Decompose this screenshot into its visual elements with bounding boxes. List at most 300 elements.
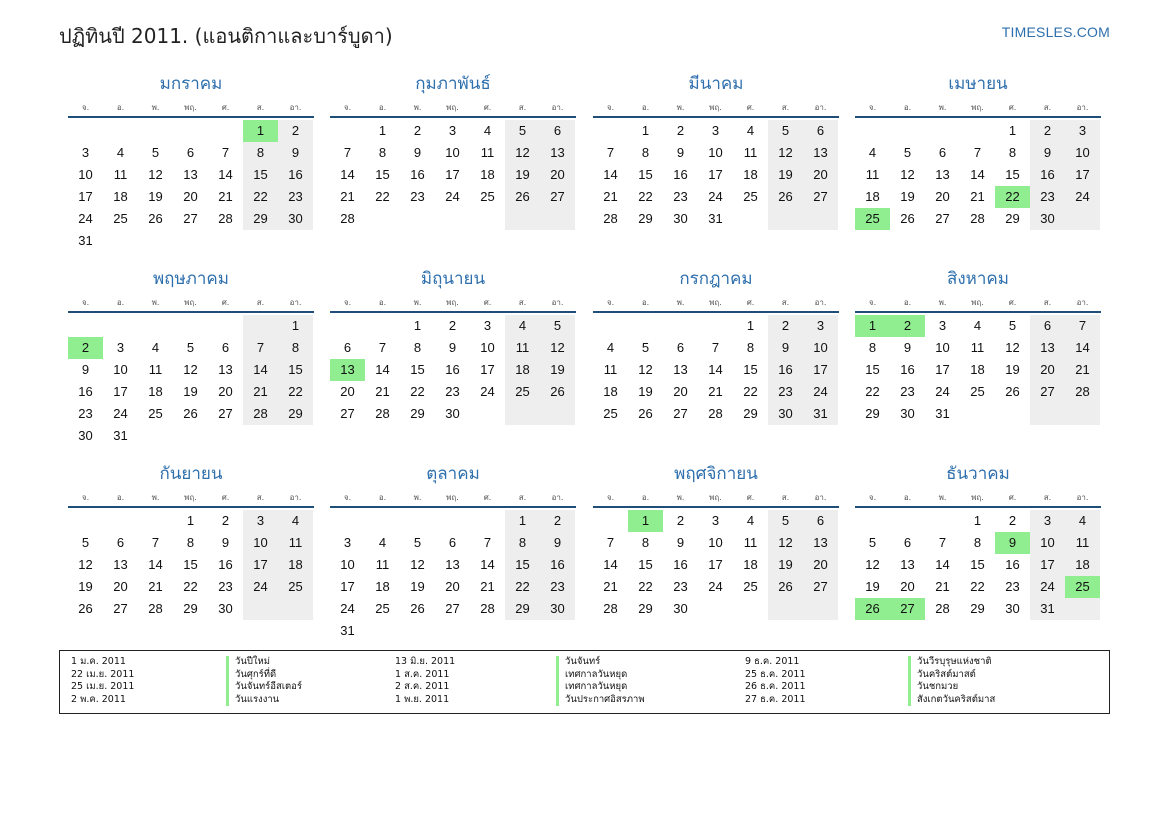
day-cell: 9	[413, 145, 422, 160]
day-cell: 21	[970, 189, 985, 204]
day-cell: 10	[708, 145, 723, 160]
day-cell: 3	[448, 123, 457, 138]
month-block	[330, 265, 576, 445]
day-cell: 31	[340, 623, 355, 638]
day-cell: 3	[343, 535, 352, 550]
day-cell: 17	[708, 557, 723, 572]
day-cell: 22	[183, 579, 198, 594]
weekday-label: อ.	[641, 102, 650, 112]
month-days	[855, 118, 1101, 250]
weekday-label: พ.	[938, 102, 947, 112]
day-cell: 13	[803, 532, 838, 554]
day-cell: 20	[113, 579, 128, 594]
weekday-label: อ.	[378, 102, 387, 112]
day-cell: 16	[410, 167, 425, 182]
weekday-label: อา.	[814, 492, 827, 502]
weekday-label: จ.	[606, 102, 615, 112]
day-cell: 21	[375, 384, 390, 399]
weekday-label: อา.	[1076, 492, 1089, 502]
weekday-label: พฤ.	[971, 297, 984, 307]
day-cell: 15	[243, 164, 278, 186]
empty-weekend-cell	[505, 208, 540, 230]
day-cell: 22	[505, 576, 540, 598]
day-cell: 22	[243, 186, 278, 208]
day-cell: 17	[445, 167, 460, 182]
holiday-date-column	[745, 656, 806, 706]
holiday-day-cell: 22	[995, 186, 1030, 208]
day-cell: 7	[378, 340, 387, 355]
day-cell: 15	[638, 557, 653, 572]
month-block	[855, 70, 1101, 250]
day-cell: 29	[638, 601, 653, 616]
day-cell: 8	[505, 532, 540, 554]
day-cell: 31	[935, 406, 950, 421]
day-cell: 17	[1030, 554, 1065, 576]
day-cell: 29	[183, 601, 198, 616]
day-cell: 19	[865, 579, 880, 594]
weekday-label: พ.	[413, 102, 422, 112]
month-days	[855, 508, 1101, 640]
month-block	[855, 265, 1101, 445]
day-cell: 3	[711, 513, 720, 528]
weekday-label: ส.	[781, 492, 790, 502]
day-cell: 7	[1065, 315, 1100, 337]
holiday-day-cell: 2	[890, 315, 925, 337]
weekday-header	[68, 293, 314, 313]
month-block	[68, 460, 314, 640]
day-cell: 24	[340, 601, 355, 616]
weekday-label: อา.	[814, 102, 827, 112]
day-cell: 12	[1005, 340, 1020, 355]
day-cell: 25	[603, 406, 618, 421]
day-cell: 11	[480, 145, 495, 160]
holiday-day-cell: 2	[68, 337, 103, 359]
day-cell: 8	[413, 340, 422, 355]
day-cell: 30	[768, 403, 803, 425]
empty-weekend-cell	[505, 403, 540, 425]
day-cell: 12	[505, 142, 540, 164]
weekday-label: จ.	[868, 492, 877, 502]
day-cell: 9	[278, 142, 313, 164]
day-cell: 24	[243, 576, 278, 598]
weekday-header	[68, 98, 314, 118]
day-cell: 14	[708, 362, 723, 377]
day-cell: 11	[603, 362, 618, 377]
day-cell: 17	[78, 189, 93, 204]
day-cell: 18	[603, 384, 618, 399]
day-cell: 16	[673, 557, 688, 572]
holiday-date: 2 ส.ค. 2011	[395, 681, 450, 692]
weekday-label: พฤ.	[184, 492, 197, 502]
day-cell: 25	[970, 384, 985, 399]
month-block	[68, 265, 314, 445]
day-cell: 22	[375, 189, 390, 204]
day-cell: 28	[708, 406, 723, 421]
day-cell: 7	[343, 145, 352, 160]
month-days	[593, 313, 839, 445]
day-cell: 7	[938, 535, 947, 550]
day-cell: 2	[676, 123, 685, 138]
month-days	[330, 118, 576, 250]
day-cell: 23	[673, 579, 688, 594]
weekday-header	[330, 98, 576, 118]
day-cell: 18	[278, 554, 313, 576]
weekday-label: ส.	[256, 297, 265, 307]
day-cell: 6	[803, 510, 838, 532]
day-cell: 9	[221, 535, 230, 550]
weekday-label: พ.	[676, 492, 685, 502]
month-days	[330, 508, 576, 640]
day-cell: 11	[1065, 532, 1100, 554]
weekday-label: จ.	[343, 492, 352, 502]
empty-weekend-cell	[1065, 598, 1100, 620]
day-cell: 31	[78, 233, 93, 248]
holiday-name: วันประกาศอิสรภาพ	[556, 694, 645, 707]
holiday-date: 1 ส.ค. 2011	[395, 668, 450, 680]
weekday-label: อ.	[378, 297, 387, 307]
holiday-date: 9 ธ.ค. 2011	[745, 656, 800, 667]
day-cell: 23	[410, 189, 425, 204]
day-cell: 25	[375, 601, 390, 616]
day-cell: 18	[480, 167, 495, 182]
day-cell: 23	[445, 384, 460, 399]
weekday-label: อา.	[551, 492, 564, 502]
day-cell: 25	[743, 189, 758, 204]
day-cell: 23	[1030, 186, 1065, 208]
day-cell: 2	[768, 315, 803, 337]
day-cell: 19	[768, 554, 803, 576]
day-cell: 13	[540, 142, 575, 164]
holiday-date: 2 พ.ค. 2011	[71, 693, 126, 705]
day-cell: 15	[278, 359, 313, 381]
day-cell: 11	[743, 145, 758, 160]
weekday-label: ส.	[1043, 102, 1052, 112]
day-cell: 29	[865, 406, 880, 421]
day-cell: 4	[746, 123, 755, 138]
day-cell: 29	[970, 601, 985, 616]
day-cell: 11	[113, 167, 128, 182]
day-cell: 16	[900, 362, 915, 377]
day-cell: 11	[505, 337, 540, 359]
day-cell: 10	[708, 535, 723, 550]
day-cell: 21	[218, 189, 233, 204]
holiday-name-column	[908, 656, 995, 706]
weekday-label: ศ.	[746, 102, 755, 112]
day-cell: 13	[803, 142, 838, 164]
day-cell: 12	[410, 557, 425, 572]
month-days	[855, 313, 1101, 445]
holiday-date: 1 ม.ค. 2011	[71, 656, 126, 667]
weekday-label: พ.	[413, 297, 422, 307]
day-cell: 4	[483, 123, 492, 138]
day-cell: 31	[803, 403, 838, 425]
day-cell: 23	[768, 381, 803, 403]
day-cell: 13	[1030, 337, 1065, 359]
day-cell: 15	[743, 362, 758, 377]
day-cell: 9	[1030, 142, 1065, 164]
month-name: กุมภาพันธ์	[415, 74, 491, 94]
day-cell: 8	[868, 340, 877, 355]
day-cell: 24	[708, 579, 723, 594]
day-cell: 7	[973, 145, 982, 160]
day-cell: 10	[803, 337, 838, 359]
holiday-day-cell: 25	[1065, 576, 1100, 598]
month-name: เมษายน	[948, 74, 1008, 94]
holiday-name: วันจันทร์อีสเตอร์	[226, 681, 302, 694]
weekday-label: ส.	[256, 102, 265, 112]
holiday-name: วันปีใหม่	[226, 656, 302, 669]
weekday-label: อ.	[903, 102, 912, 112]
day-cell: 24	[935, 384, 950, 399]
day-cell: 23	[278, 186, 313, 208]
day-cell: 9	[676, 535, 685, 550]
day-cell: 2	[1030, 120, 1065, 142]
day-cell: 4	[868, 145, 877, 160]
day-cell: 28	[340, 211, 355, 226]
day-cell: 14	[970, 167, 985, 182]
day-cell: 21	[340, 189, 355, 204]
day-cell: 19	[768, 164, 803, 186]
day-cell: 17	[708, 167, 723, 182]
day-cell: 25	[113, 211, 128, 226]
month-block	[330, 460, 576, 640]
day-cell: 26	[148, 211, 163, 226]
day-cell: 23	[1005, 579, 1020, 594]
day-cell: 23	[673, 189, 688, 204]
month-name: ธันวาคม	[946, 464, 1010, 484]
day-cell: 4	[1065, 510, 1100, 532]
weekday-label: จ.	[868, 297, 877, 307]
weekday-label: ศ.	[1008, 102, 1017, 112]
day-cell: 31	[1030, 598, 1065, 620]
day-cell: 20	[445, 579, 460, 594]
day-cell: 15	[183, 557, 198, 572]
weekday-label: พฤ.	[709, 492, 722, 502]
day-cell: 6	[803, 120, 838, 142]
weekday-label: จ.	[81, 492, 90, 502]
day-cell: 8	[278, 337, 313, 359]
day-cell: 24	[113, 406, 128, 421]
day-cell: 15	[410, 362, 425, 377]
weekday-label: อ.	[378, 492, 387, 502]
day-cell: 19	[540, 359, 575, 381]
day-cell: 28	[603, 211, 618, 226]
day-cell: 16	[1005, 557, 1020, 572]
month-block	[330, 70, 576, 250]
day-cell: 9	[448, 340, 457, 355]
weekday-label: พ.	[676, 297, 685, 307]
day-cell: 8	[378, 145, 387, 160]
day-cell: 22	[278, 381, 313, 403]
month-name: มีนาคม	[688, 74, 744, 94]
weekday-label: ศ.	[221, 102, 230, 112]
weekday-label: ศ.	[221, 297, 230, 307]
day-cell: 20	[340, 384, 355, 399]
day-cell: 19	[638, 384, 653, 399]
holiday-date: 22 เม.ย. 2011	[71, 668, 135, 680]
day-cell: 17	[113, 384, 128, 399]
day-cell: 26	[183, 406, 198, 421]
day-cell: 9	[676, 145, 685, 160]
day-cell: 31	[113, 428, 128, 443]
day-cell: 29	[278, 403, 313, 425]
holiday-date: 1 พ.ย. 2011	[395, 693, 450, 705]
day-cell: 8	[641, 535, 650, 550]
weekday-label: ส.	[518, 102, 527, 112]
day-cell: 12	[183, 362, 198, 377]
month-days	[330, 313, 576, 445]
weekday-label: พฤ.	[446, 102, 459, 112]
weekday-header	[855, 488, 1101, 508]
day-cell: 26	[1005, 384, 1020, 399]
day-cell: 28	[603, 601, 618, 616]
day-cell: 19	[78, 579, 93, 594]
day-cell: 13	[183, 167, 198, 182]
month-block	[855, 460, 1101, 640]
holiday-name: เทศกาลวันหยุด	[556, 681, 645, 694]
day-cell: 10	[78, 167, 93, 182]
day-cell: 13	[218, 362, 233, 377]
holiday-day-cell: 9	[995, 532, 1030, 554]
holiday-name: วันคริสต์มาสต์	[908, 669, 995, 682]
day-cell: 27	[218, 406, 233, 421]
day-cell: 6	[116, 535, 125, 550]
weekday-label: พฤ.	[709, 297, 722, 307]
day-cell: 12	[865, 557, 880, 572]
weekday-label: พฤ.	[446, 492, 459, 502]
day-cell: 19	[900, 189, 915, 204]
day-cell: 11	[148, 362, 163, 377]
weekday-label: พฤ.	[184, 297, 197, 307]
day-cell: 31	[708, 211, 723, 226]
month-name: สิงหาคม	[946, 269, 1009, 289]
day-cell: 20	[803, 554, 838, 576]
day-cell: 27	[540, 186, 575, 208]
day-cell: 5	[1008, 318, 1017, 333]
day-cell: 22	[865, 384, 880, 399]
month-name: พฤษภาคม	[152, 269, 230, 289]
weekday-label: พฤ.	[971, 102, 984, 112]
month-days	[593, 118, 839, 250]
day-cell: 1	[641, 123, 650, 138]
brand-link[interactable]: TIMESLES.COM	[1001, 24, 1110, 40]
day-cell: 4	[973, 318, 982, 333]
holiday-name: วันจันทร์	[556, 656, 645, 669]
day-cell: 17	[1065, 164, 1100, 186]
weekday-label: พ.	[151, 102, 160, 112]
holiday-name: วันแรงงาน	[226, 694, 302, 707]
day-cell: 20	[183, 189, 198, 204]
month-name: กรกฎาคม	[679, 269, 753, 289]
day-cell: 22	[970, 579, 985, 594]
day-cell: 4	[746, 513, 755, 528]
day-cell: 18	[865, 189, 880, 204]
day-cell: 2	[1008, 513, 1017, 528]
day-cell: 4	[151, 340, 160, 355]
day-cell: 14	[148, 557, 163, 572]
day-cell: 25	[278, 576, 313, 598]
holiday-name: วันศุกร์ที่ดี	[226, 669, 302, 682]
day-cell: 21	[935, 579, 950, 594]
day-cell: 16	[218, 557, 233, 572]
weekday-label: ส.	[1043, 492, 1052, 502]
day-cell: 27	[803, 576, 838, 598]
day-cell: 29	[243, 208, 278, 230]
day-cell: 24	[803, 381, 838, 403]
day-cell: 21	[480, 579, 495, 594]
holiday-legend	[59, 650, 1110, 714]
day-cell: 7	[483, 535, 492, 550]
weekday-label: จ.	[343, 297, 352, 307]
day-cell: 2	[413, 123, 422, 138]
weekday-label: ศ.	[221, 492, 230, 502]
day-cell: 15	[638, 167, 653, 182]
day-cell: 5	[768, 120, 803, 142]
weekday-header	[593, 488, 839, 508]
holiday-name: วันชกมวย	[908, 681, 995, 694]
day-cell: 10	[1030, 532, 1065, 554]
day-cell: 1	[186, 513, 195, 528]
day-cell: 10	[445, 145, 460, 160]
day-cell: 27	[673, 406, 688, 421]
month-days	[68, 508, 314, 640]
holiday-name-column	[556, 656, 645, 706]
day-cell: 21	[603, 579, 618, 594]
weekday-label: อ.	[116, 492, 125, 502]
empty-weekend-cell	[768, 598, 803, 620]
holiday-day-cell: 27	[890, 598, 925, 620]
day-cell: 12	[638, 362, 653, 377]
day-cell: 13	[935, 167, 950, 182]
day-cell: 29	[505, 598, 540, 620]
day-cell: 27	[935, 211, 950, 226]
day-cell: 22	[638, 189, 653, 204]
empty-weekend-cell	[243, 598, 278, 620]
month-name: พฤศจิกายน	[674, 464, 758, 484]
day-cell: 2	[540, 510, 575, 532]
month-days	[593, 508, 839, 640]
day-cell: 30	[540, 598, 575, 620]
day-cell: 20	[803, 164, 838, 186]
day-cell: 12	[148, 167, 163, 182]
empty-weekend-cell	[768, 208, 803, 230]
day-cell: 21	[243, 381, 278, 403]
weekday-label: พฤ.	[446, 297, 459, 307]
day-cell: 26	[768, 576, 803, 598]
day-cell: 27	[445, 601, 460, 616]
day-cell: 11	[278, 532, 313, 554]
day-cell: 18	[148, 384, 163, 399]
day-cell: 24	[480, 384, 495, 399]
empty-weekend-cell	[540, 403, 575, 425]
day-cell: 5	[768, 510, 803, 532]
day-cell: 14	[935, 557, 950, 572]
holiday-day-cell: 1	[243, 120, 278, 142]
day-cell: 14	[603, 167, 618, 182]
day-cell: 16	[540, 554, 575, 576]
page-title: ปฏิทินปี 2011. (แอนติกาและบาร์บูดา)	[59, 24, 393, 48]
day-cell: 19	[1005, 362, 1020, 377]
day-cell: 14	[1065, 337, 1100, 359]
day-cell: 11	[375, 557, 390, 572]
day-cell: 19	[148, 189, 163, 204]
day-cell: 2	[278, 120, 313, 142]
empty-weekend-cell	[540, 208, 575, 230]
day-cell: 3	[938, 318, 947, 333]
empty-weekend-cell	[1065, 208, 1100, 230]
day-cell: 24	[1030, 576, 1065, 598]
day-cell: 16	[1030, 164, 1065, 186]
